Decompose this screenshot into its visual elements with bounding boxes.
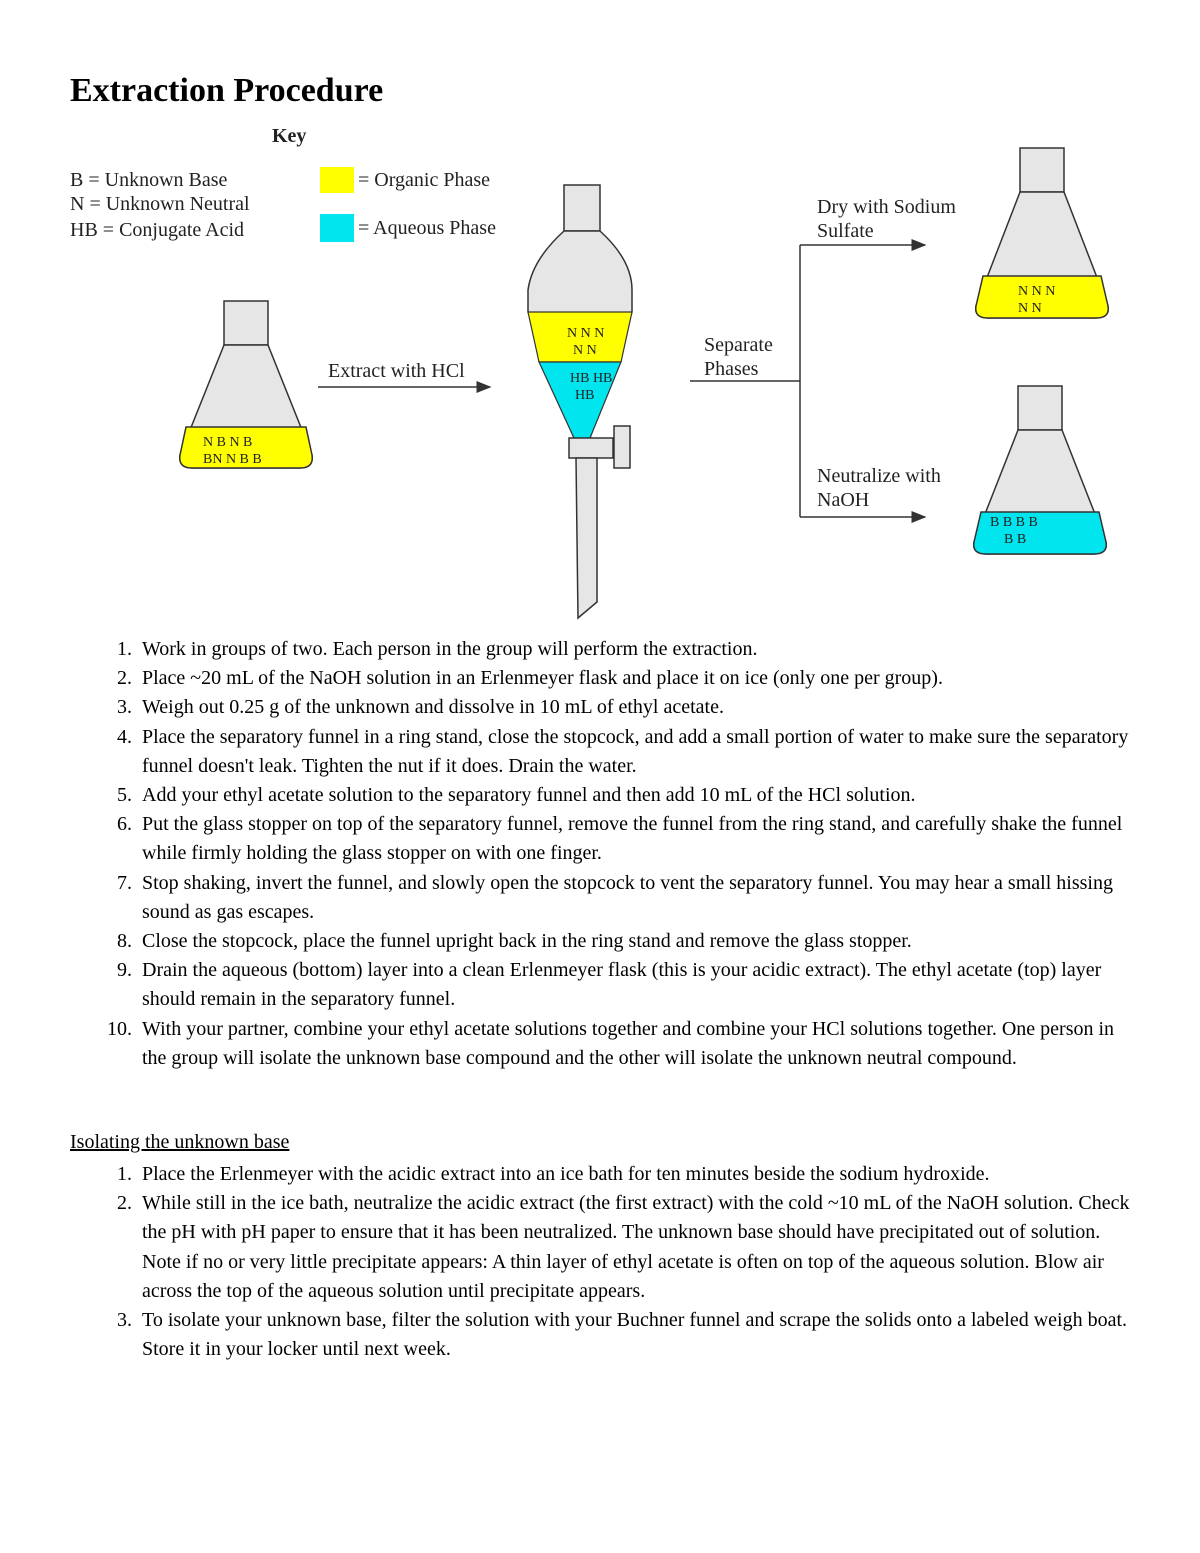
start-flask-contents-line1: N B N B (203, 435, 253, 450)
step-number: 3. (117, 696, 132, 719)
step-number: 7. (117, 871, 132, 894)
step-number: 1. (117, 1163, 132, 1185)
procedure-steps (70, 635, 1140, 1073)
key-aqueous-label: = Aqueous Phase (358, 217, 496, 239)
procedure-step (70, 1015, 1140, 1073)
step-text: Weigh out 0.25 g of the unknown and dissolve in 10 mL of ethyl acetate. (142, 696, 724, 719)
funnel-aqueous-line2: HB (575, 388, 595, 403)
extraction-diagram (0, 110, 1200, 630)
step-number: 8. (117, 930, 132, 953)
neutralize-label-line2: NaOH (817, 489, 870, 511)
organic-flask-line2: N N (1018, 301, 1042, 316)
key-organic-label: = Organic Phase (358, 169, 490, 191)
section-heading: Isolating the unknown base (70, 1131, 290, 1153)
procedure-step (70, 956, 1140, 1014)
step-number: 9. (117, 959, 132, 982)
step-number: 1. (117, 638, 132, 660)
step-text: Place the separatory funnel in a ring stand, close the stopcock, and add a small portion of water to make sure the separatory funnel doesn't leak. Tighten the nut if it does. Drain the water. (142, 725, 1129, 777)
step-text: With your partner, combine your ethyl acetate solutions together and combine your HCl solutions together. One person in the group will isolate the unknown base compound and the other will isolate the unknown neutral compound. (142, 1017, 1115, 1069)
key-conjugate-acid: HB = Conjugate Acid (70, 219, 245, 241)
step-text: Stop shaking, invert the funnel, and slowly open the stopcock to vent the separatory funnel. You may hear a small hissing sound as gas escapes. (142, 871, 1113, 923)
key-base: B = Unknown Base (70, 169, 228, 191)
funnel-organic-line2: N N (573, 343, 597, 358)
funnel-aqueous-line1: HB HB (570, 371, 613, 386)
procedure-step (70, 693, 1140, 722)
step-text: Place ~20 mL of the NaOH solution in an Erlenmeyer flask and place it on ice (only one per group). (142, 667, 943, 690)
aqueous-flask-line2: B B (1004, 532, 1027, 547)
start-flask-contents-line2: BN N B B (203, 452, 262, 467)
step-text: Drain the aqueous (bottom) layer into a clean Erlenmeyer flask (this is your acidic extract). The ethyl acetate (top) layer should remain in the separatory funnel. (142, 959, 1102, 1011)
neutralize-label-line1: Neutralize with (817, 465, 941, 487)
step-text: While still in the ice bath, neutralize the acidic extract (the first extract) with the cold ~10 mL of the NaOH solution. Check the pH with pH paper to ensure that it has been neutralized. The unknown base should have precipitated out of solution. Note if no or very little precipitate appears: A thin layer of ethyl acetate is often on top of the aqueous solution. Blow air across the top of the aqueous solution until precipitate appears. (142, 1192, 1130, 1302)
step-number: 2. (117, 667, 132, 690)
step-number: 4. (117, 725, 132, 748)
aqueous-product-flask (974, 386, 1107, 554)
funnel-organic-line1: N N N (567, 326, 605, 341)
dry-label-line2: Sulfate (817, 220, 874, 242)
step-text: Add your ethyl acetate solution to the separatory funnel and then add 10 mL of the HCl solution. (142, 784, 916, 807)
procedure-step (70, 723, 1140, 781)
start-flask (180, 301, 313, 468)
step-number: 5. (117, 784, 132, 807)
dry-label-line1: Dry with Sodium (817, 196, 956, 218)
step-text: Close the stopcock, place the funnel upright back in the ring stand and remove the glass stopper. (142, 930, 912, 953)
step-text: Put the glass stopper on top of the separatory funnel, remove the funnel from the ring stand, and carefully shake the funnel while firmly holding the glass stopper on with one finger. (142, 813, 1123, 865)
step-number: 10. (107, 1017, 132, 1040)
procedure-step (70, 869, 1140, 927)
procedure-step (70, 664, 1140, 693)
step-text: Place the Erlenmeyer with the acidic extract into an ice bath for ten minutes beside the sodium hydroxide. (142, 1163, 990, 1185)
separate-label-line2: Phases (704, 358, 759, 380)
procedure-step (70, 635, 1140, 664)
separatory-funnel (528, 185, 632, 618)
key-heading: Key (272, 125, 307, 147)
extract-label: Extract with HCl (328, 360, 465, 382)
base-isolation-step (70, 1306, 1140, 1364)
step-number: 3. (117, 1309, 132, 1332)
step-text: Work in groups of two. Each person in the group will perform the extraction. (142, 638, 758, 660)
separate-label-line1: Separate (704, 334, 773, 356)
base-isolation-steps (70, 1160, 1140, 1364)
procedure-step (70, 927, 1140, 956)
organic-swatch (320, 167, 354, 193)
organic-flask-line1: N N N (1018, 284, 1056, 299)
base-isolation-step (70, 1189, 1140, 1306)
step-number: 2. (117, 1192, 132, 1215)
aqueous-flask-line1: B B B B (990, 515, 1038, 530)
base-isolation-step (70, 1160, 1140, 1189)
procedure-step (70, 810, 1140, 868)
step-text: To isolate your unknown base, filter the solution with your Buchner funnel and scrape the solids onto a labeled weigh boat. Store it in your locker until next week. (142, 1309, 1128, 1361)
organic-product-flask (976, 148, 1109, 318)
page-title: Extraction Procedure (70, 72, 384, 109)
procedure-step (70, 781, 1140, 810)
key-neutral: N = Unknown Neutral (70, 193, 250, 215)
aqueous-swatch (320, 214, 354, 242)
step-number: 6. (117, 813, 132, 836)
